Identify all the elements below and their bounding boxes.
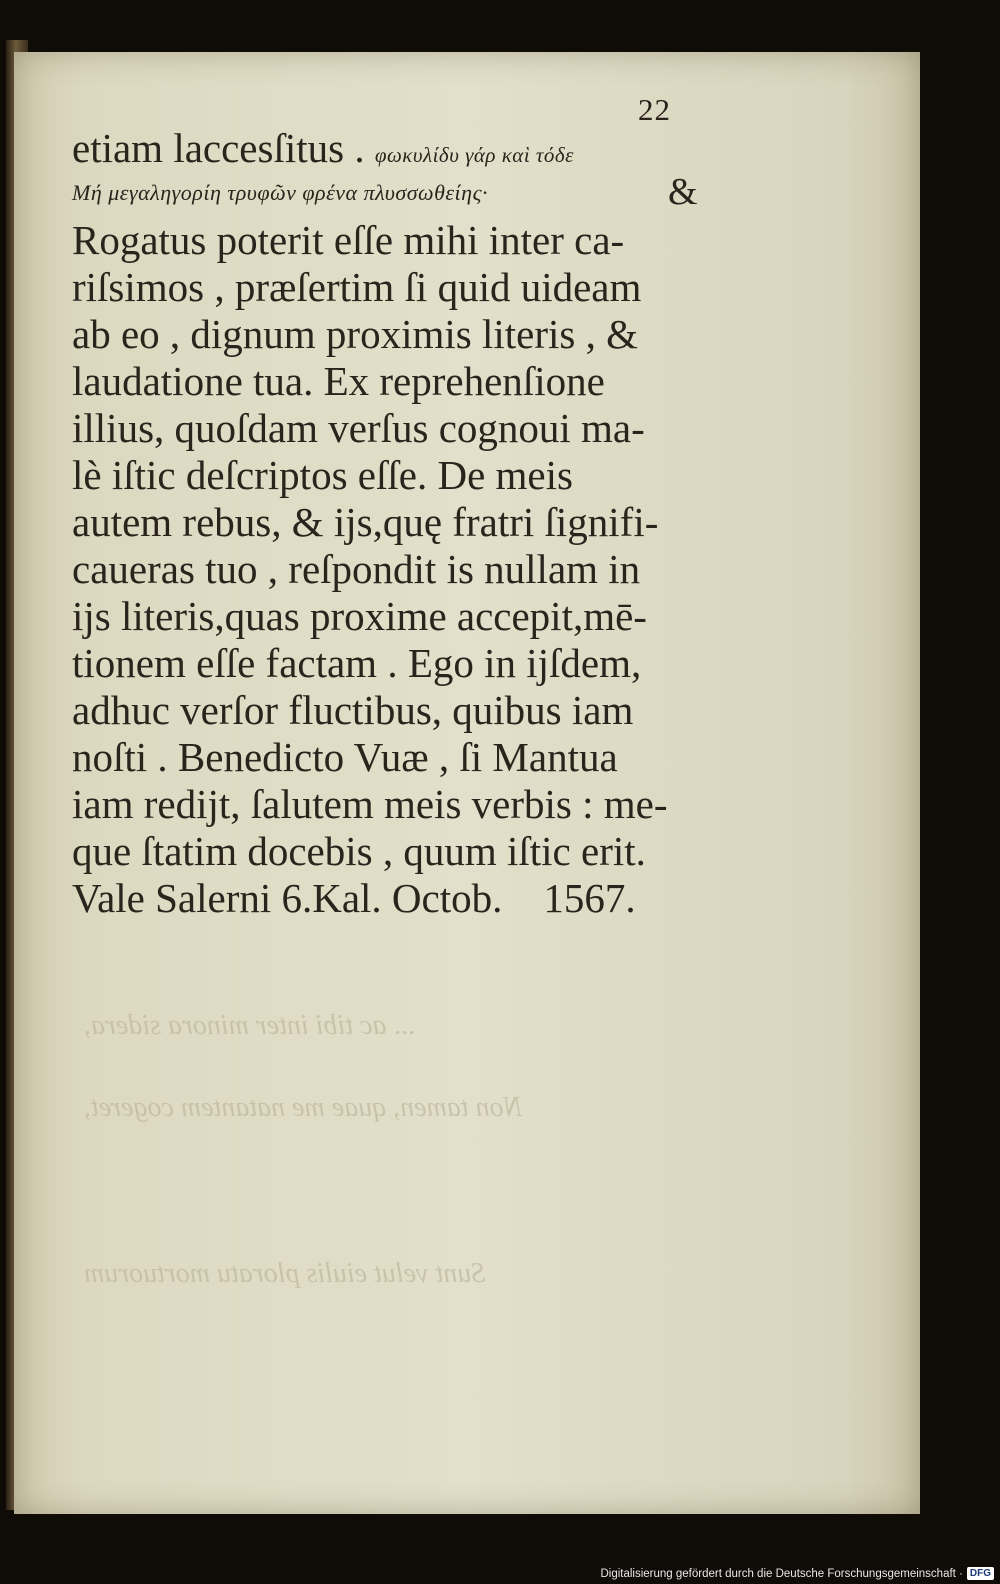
text-line: caueras tuo , reſpondit is nullam in bbox=[72, 546, 641, 592]
bleed-through-line: ... ac tibi inter minora sidera, bbox=[84, 1010, 415, 1041]
text-line: riſsimos , præſertim ſi quid uideam bbox=[72, 264, 642, 310]
text-line: noſti . Benedicto Vuæ , ſi Mantua bbox=[72, 734, 618, 780]
text-line: autem rebus, & ijs,quę fratri ſignifi- bbox=[72, 499, 659, 545]
bleed-through-line: Sunt velut eiulis ploratu mortuorum bbox=[84, 1258, 486, 1289]
text-line: adhuc verſor fluctibus, quibus iam bbox=[72, 687, 634, 733]
footer-credit bbox=[600, 1567, 994, 1580]
text-line: lè iſtic deſcriptos eſſe. De meis bbox=[72, 452, 573, 498]
dfg-logo: DFG bbox=[967, 1567, 994, 1580]
text-line: tionem eſſe factam . Ego in ijſdem, bbox=[72, 640, 642, 686]
book-page bbox=[14, 52, 920, 1514]
text-line bbox=[72, 125, 574, 171]
text-line: que ſtatim docebis , quum iſtic erit. bbox=[72, 828, 646, 874]
ampersand-mark: & bbox=[668, 171, 698, 213]
text-line: iam redijt, ſalutem meis verbis : me- bbox=[72, 781, 668, 827]
page-number: 22 bbox=[638, 92, 671, 127]
bleed-through-line: Non tamen, quae me natantem cogeret, bbox=[84, 1092, 523, 1123]
greek-quotation-line: Μή μεγαληγορίη τρυφῶν φρένα πλυσσωθείης· bbox=[72, 180, 489, 205]
text-line: illius, quoſdam verſus cognoui ma- bbox=[72, 405, 645, 451]
text-line-closing: Vale Salerni 6.Kal. Octob. 1567. bbox=[72, 875, 636, 921]
greek-quotation: φωκυλίδυ γάρ καὶ τόδε bbox=[374, 143, 574, 167]
text-line: ijs literis,quas proxime accepit,mē- bbox=[72, 593, 647, 639]
text-line-latin: etiam laccesſitus . bbox=[72, 125, 365, 171]
text-line: ab eo , dignum proximis literis , & bbox=[72, 311, 638, 357]
funding-credit-text: Digitalisierung gefördert durch die Deutsche Forschungsgemeinschaft · bbox=[600, 1567, 963, 1580]
text-line: Rogatus poterit eſſe mihi inter ca- bbox=[72, 217, 625, 263]
text-line: laudatione tua. Ex reprehenſione bbox=[72, 358, 605, 404]
